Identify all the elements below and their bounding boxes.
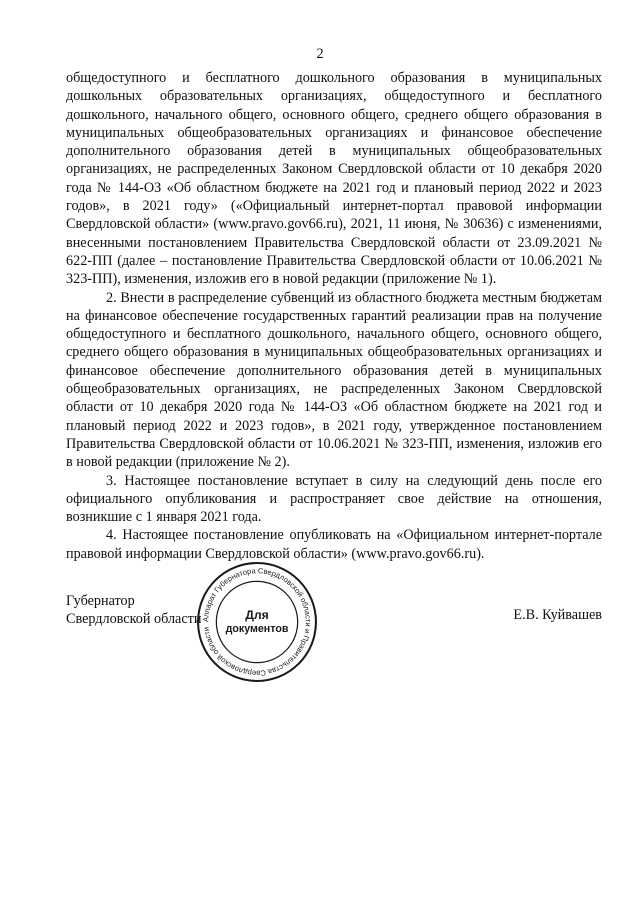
signer-name: Е.В. Куйвашев [513,607,602,623]
stamp-ring-text: Аппарат Губернатора Свердловской области и Правительства Свердловской области [201,566,313,678]
document-body [66,69,602,563]
paragraph-3: 3. Настоящее постановление вступает в силу на следующий день после его официального опубликования и распространяет свое действие на отношения, возникшие с 1 января 2021 года. [66,472,602,526]
signature-position-line1: Губернатор [66,593,135,609]
stamp-center-line2: документов [225,623,289,636]
official-stamp [196,561,318,683]
paragraph-4: 4. Настоящее постановление опубликовать на «Официальном интернет-портале правовой информации Свердловской области» (www.pravo.gov66.ru). [66,527,602,562]
stamp-center-line1: Для [245,607,269,622]
signature-position-line2: Свердловской области [66,611,202,628]
page-number: 2 [316,46,324,62]
paragraph-2: 2. Внести в распределение субвенций из областного бюджета местным бюджетам на финансовое обеспечение государственных гарантий реализации прав на получение общедоступного и бесплатного дошкольного, начального общего, основного общего, среднего общего образования в муниципальных общеобразовательных организациях и финансовое обеспечение дополнительного образования детей в муниципальных общеобразовательных организациях, не распределенных Законом Свердловской области от 10 декабря 2020 года № 144-ОЗ «Об областном бюджете на 2021 год и плановый период 2022 и 2023 годов», в 2021 году, утвержденное постановлением Правительства Свердловской области от 10.06.2021 № 323-ПП, изменения, изложив его в новой редакции (приложение № 2). [66,289,602,471]
paragraph-1-continuation: общедоступного и бесплатного дошкольного образования в муниципальных дошкольных образовательных организациях, общедоступного и бесплатного дошкольного, начального общего, основного общего, среднего общего образования в муниципальных общеобразовательных организациях и финансовое обеспечение дополнительного образования детей в муниципальных общеобразовательных организациях, не распределенных Законом Свердловской области от 10 декабря 2020 года № 144-ОЗ «Об областном бюджете на 2021 год и плановый период 2022 и 2023 годов», в 2021 году» («Официальный интернет-портал правовой информации Свердловской области» (www.pravo.gov66.ru), 2021, 11 июня, № 30636) с изменениями, внесенными постановлением Правительства Свердловской области от 23.09.2021 № 622-ПП (далее – постановление Правительства Свердловской области от 10.06.2021 № 323-ПП), изменения, изложив его в новой редакции (приложение № 1). [66,70,602,288]
